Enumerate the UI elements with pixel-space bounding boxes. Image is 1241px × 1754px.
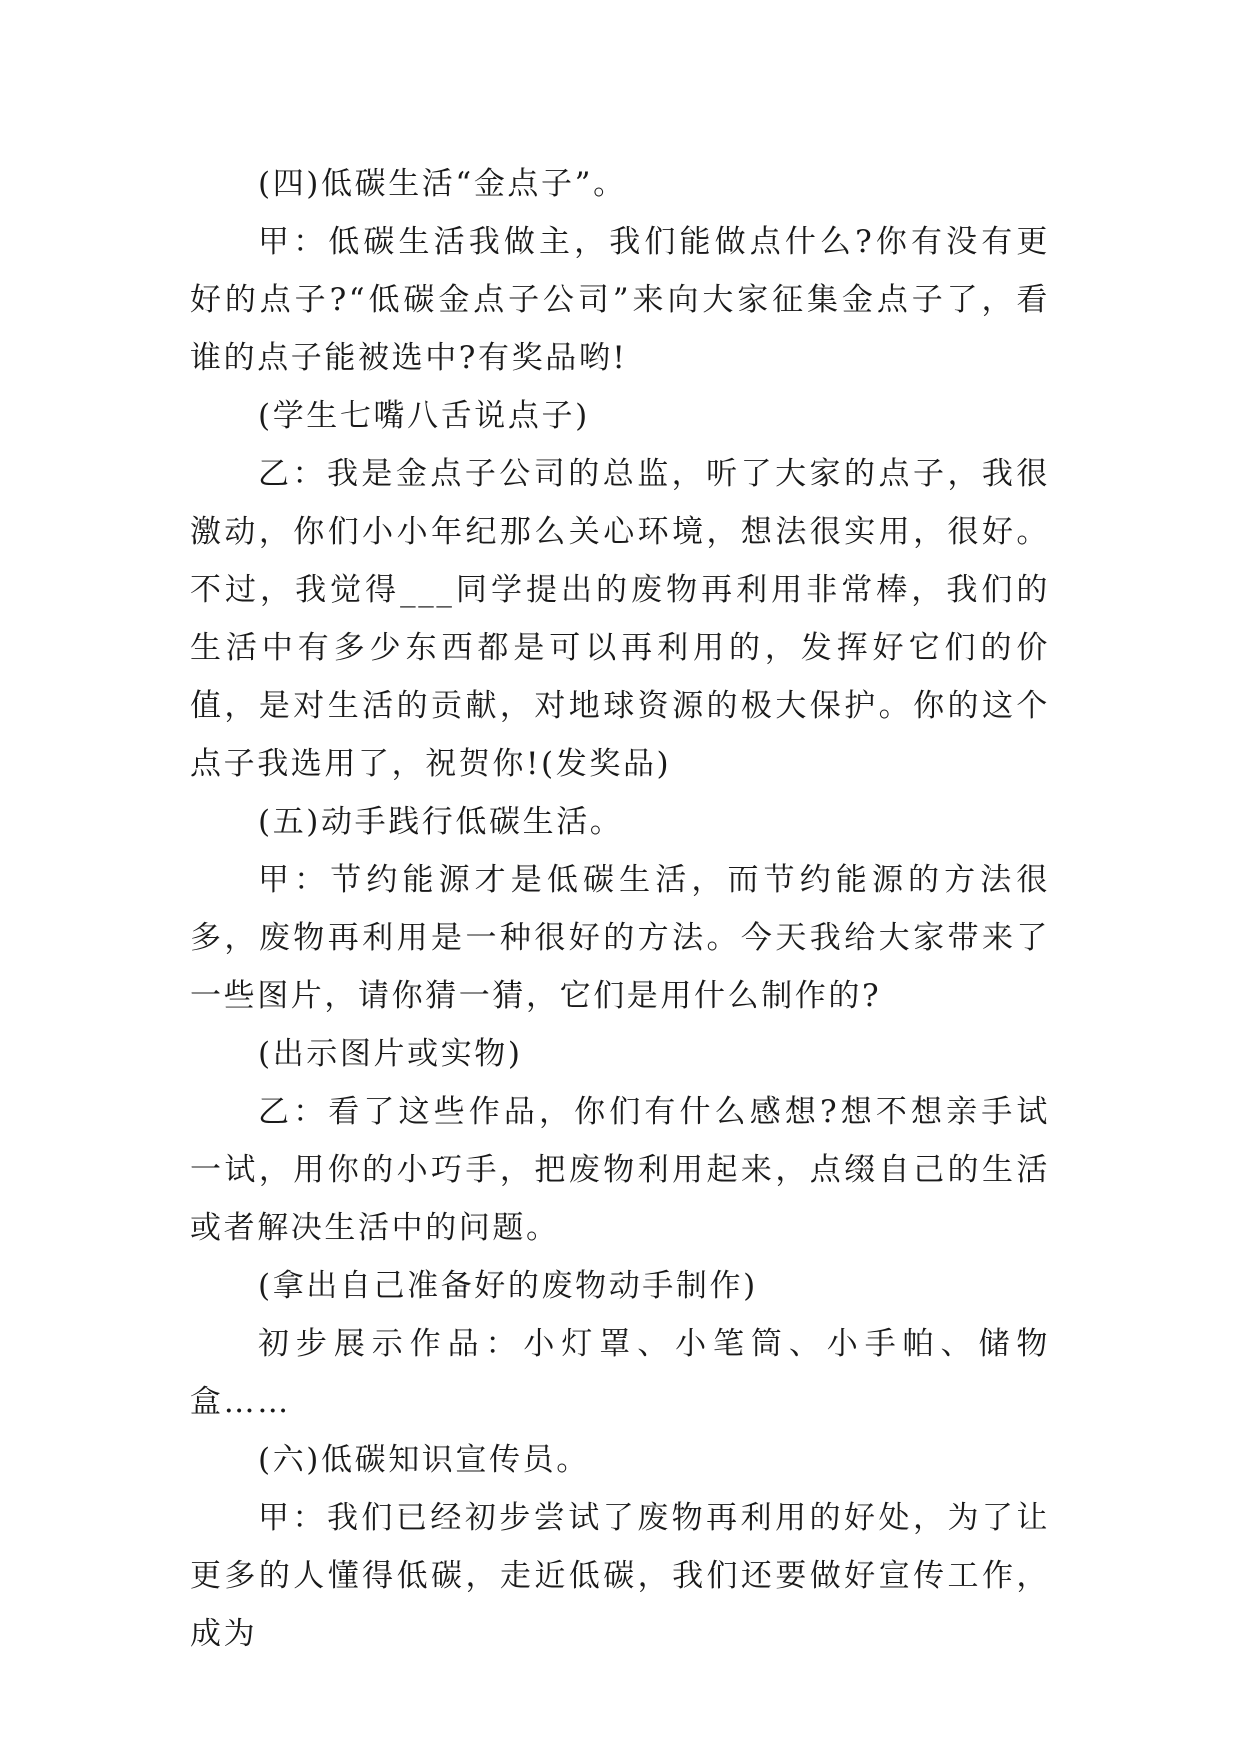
section-heading-five: (五)动手践行低碳生活。 [258, 804, 624, 840]
paragraph-jia-publicity: 甲：我们已经初步尝试了废物再利用的好处，为了让更多的人懂得低碳，走近低碳，我们还要做好宣传工作，成为 [190, 1500, 1050, 1652]
paragraph-yi-works: 乙：看了这些作品，你们有什么感想?想不想亲手试一试，用你的小巧手，把废物利用起来，点缀自己的生活或者解决生活中的问题。 [190, 1094, 1050, 1246]
section-heading-six: (六)低碳知识宣传员。 [258, 1442, 590, 1478]
stage-direction-show-pictures: (出示图片或实物) [258, 1036, 523, 1072]
paragraph-jia-save-energy: 甲：节约能源才是低碳生活，而节约能源的方法很多，废物再利用是一种很好的方法。今天我给大家带来了一些图片，请你猜一猜，它们是用什么制作的? [190, 862, 1050, 1014]
paragraph-jia-golden-ideas: 甲：低碳生活我做主，我们能做点什么?你有没有更好的点子?“低碳金点子公司”来向大家征集金点子了，看谁的点子能被选中?有奖品哟! [190, 224, 1050, 376]
paragraph-works-display: 初步展示作品：小灯罩、小笔筒、小手帕、储物盒…… [190, 1326, 1050, 1420]
document-body [190, 155, 1050, 1663]
stage-direction-make-crafts: (拿出自己准备好的废物动手制作) [258, 1268, 758, 1304]
section-heading-four: (四)低碳生活“金点子”。 [258, 166, 627, 202]
paragraph-yi-director: 乙：我是金点子公司的总监，听了大家的点子，我很激动，你们小小年纪那么关心环境，想法很实用，很好。不过，我觉得___同学提出的废物再利用非常棒，我们的生活中有多少东西都是可以再利用的，发挥好它们的价值，是对生活的贡献，对地球资源的极大保护。你的这个点子我选用了，祝贺你!(发奖品) [190, 456, 1050, 782]
stage-direction-students-ideas: (学生七嘴八舌说点子) [258, 398, 590, 434]
